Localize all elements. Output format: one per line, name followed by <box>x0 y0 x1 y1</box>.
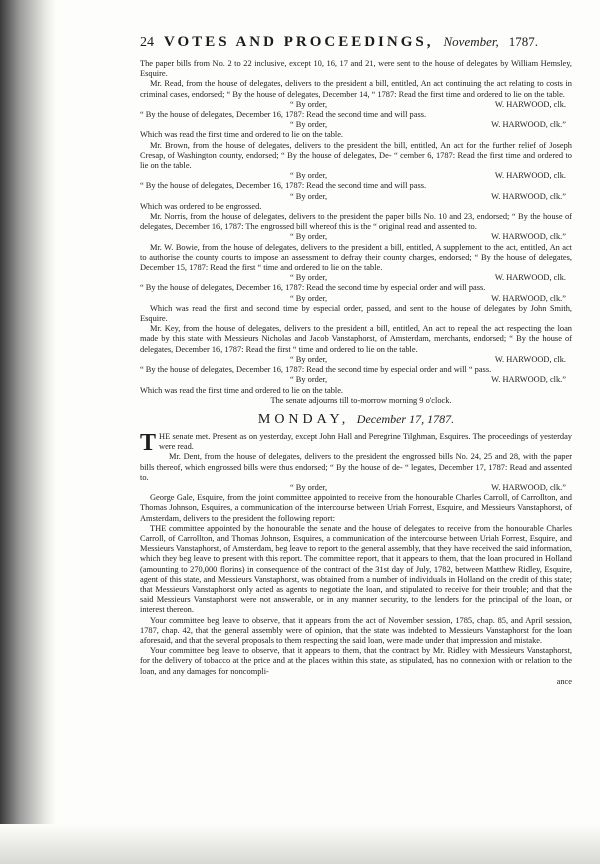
paragraph: The paper bills from No. 2 to 22 inclusive, except 10, 16, 17 and 21, were sent to the house of delegates by William Hemsley, Esquire. <box>140 59 572 79</box>
opening-text: HE senate met. Present as on yesterday, except John Hall and Peregrine Tilghman, Esquires. The proceedings of yesterday were read. <box>159 431 572 452</box>
paragraph: Which was read the first time and ordered to lie on the table. <box>140 385 344 395</box>
paragraph: George Gale, Esquire, from the joint committee appointed to receive from the honourable Charles Carroll, of Carrollton, and Thomas Johnson, Esquires, a communication of the intercourse between Uriah Forrest, Esquire, and Messieurs Vanstaphorst, of Amsterdam, delivers to the president the following report: <box>140 493 572 523</box>
order-line <box>140 192 572 202</box>
by-order-text: “ By order, <box>290 232 328 242</box>
by-order-text: “ By order, <box>290 120 328 130</box>
day-heading <box>140 412 572 428</box>
order-line <box>140 375 572 385</box>
clerk-signature: W. HARWOOD, clk. <box>494 273 566 283</box>
order-line <box>140 171 572 181</box>
proceedings-top <box>140 59 572 406</box>
clerk-signature: W. HARWOOD, clk.” <box>491 482 566 492</box>
page-content <box>140 34 572 686</box>
order-line <box>140 294 572 304</box>
order-line <box>140 232 572 242</box>
header-year: 1787. <box>508 34 538 49</box>
clerk-signature: W. HARWOOD, clk.” <box>491 375 566 385</box>
by-order-text: “ By order, <box>290 482 328 492</box>
binding-shadow <box>0 0 56 864</box>
order-line <box>140 273 572 283</box>
by-order-text: “ By order, <box>290 354 328 364</box>
paragraph: “ By the house of delegates, December 16, 1787: Read the second time by especial order and will “ pass. <box>140 365 492 375</box>
page-number: 24 <box>140 35 154 50</box>
paragraph: THE committee appointed by the honourable the senate and the house of delegates to receive from the honourable Charles Carroll, of Carrollton, and Thomas Johnson, Esquires, a communication of the intercourse between Uriah Forrest, Esquire, and Messieurs Vanstaphorst, of Amsterdam, beg leave to report to the general assembly, that they have received the said information, which they beg leave to present with this report. The committee report, that it appears to them, that the loan procured in Holland (amounting to 270,000 florins) in consequence of the contract of the 31st day of July, 1782, between Matthew Ridley, Esquire, agent of this state, and Messieurs Vanstaphorst, was obtained from a number of individuals in Holland on the credit of this state; that Messieurs Vanstaphorst only acted as agents to negotiate the loan, and stipulated to receive for their trouble; and that the said Messieurs Vanstaphorst were not answerable, or in any manner security, to the lenders for the principal of the loan, or interest thereon. <box>140 523 572 615</box>
opening-paragraph <box>140 429 572 456</box>
paragraph: Mr. Brown, from the house of delegates, delivers to the president the bill, entitled, An act for the further relief of Joseph Cresap, of Washington county, endorsed; “ By the house of delegates, De- “ cember 6, 1787: Read the first time and ordered to lie on the table. <box>140 140 572 171</box>
paragraph: “ By the house of delegates, December 16, 1787: Read the second time and will pass. <box>140 110 427 120</box>
by-order-text: “ By order, <box>290 375 328 385</box>
bottom-shadow <box>0 824 600 864</box>
catchword: ance <box>556 676 572 686</box>
clerk-signature: W. HARWOOD, clk. <box>494 354 566 364</box>
clerk-signature: W. HARWOOD, clk.” <box>491 293 566 303</box>
header-month: November, <box>443 34 499 49</box>
by-order-text: “ By order, <box>290 99 328 109</box>
by-order-text: “ By order, <box>290 191 328 201</box>
order-line <box>140 100 572 110</box>
by-order-text: “ By order, <box>290 293 328 303</box>
clerk-signature: W. HARWOOD, clk. <box>494 99 566 109</box>
proceedings-bottom <box>140 452 572 676</box>
paragraph: Mr. Read, from the house of delegates, delivers to the president a bill, entitled, An act continuing the act relating to costs in criminal cases, endorsed; “ By the house of delegates, December 14, “ 1787: Read the first time and ordered to lie on the table. <box>140 79 572 99</box>
day-name: MONDAY, <box>257 411 350 427</box>
drop-cap: T <box>140 429 157 456</box>
paragraph: Mr. Key, from the house of delegates, delivers to the president a bill, entitled, An act to repeal the act respecting the loan made by this state with Messieurs Nicholas and Jacob Vanstaphorst, of Amsterdam, merchants, endorsed; “ By the house of delegates, December 16, 1787: Read the first “ time and ordered to lie on the table. <box>140 324 572 354</box>
paragraph: “ By the house of delegates, December 16, 1787: Read the second time by especial order and will pass. <box>140 283 486 293</box>
clerk-signature: W. HARWOOD, clk. <box>494 171 566 181</box>
adjournment-line: The senate adjourns till to-morrow morning 9 o'clock. <box>270 395 452 405</box>
paragraph: Which was ordered to be engrossed. <box>140 201 262 211</box>
paragraph: Mr. W. Bowie, from the house of delegates, delivers to the president a bill, entitled, A supplement to the act, entitled, An act to authorise the county courts to impose an assessment to defray their county charges, endorsed; “ By the house of delegates, December 15, 1787: Read the first “ time and ordered to lie on the table. <box>140 242 572 273</box>
paragraph: Mr. Norris, from the house of delegates, delivers to the president the paper bills No. 10 and 23, endorsed; “ By the house of delegates, December 16, 1787: The engrossed bill whereof this is the “ original read and assented to. <box>140 212 572 232</box>
clerk-signature: W. HARWOOD, clk.” <box>491 232 566 242</box>
day-date: December 17, 1787. <box>356 411 455 426</box>
order-line <box>140 120 572 130</box>
paragraph: “ By the house of delegates, December 16, 1787: Read the second time and will pass. <box>140 181 427 191</box>
running-header <box>140 34 572 51</box>
paragraph: Your committee beg leave to observe, that it appears from the act of November session, 1785, chap. 85, and April session, 1787, chap. 42, that the general assembly were of opinion, that the state was indebted to Messieurs Vanstaphorst for the loan aforesaid, and that the several proposals to them respecting the said loan, were made under that impression and mistake. <box>140 615 572 645</box>
clerk-signature: W. HARWOOD, clk.” <box>491 120 566 130</box>
order-line <box>140 483 572 493</box>
running-title: VOTES AND PROCEEDINGS, <box>164 34 434 50</box>
paragraph: Which was read the first time and ordered to lie on the table. <box>140 130 344 140</box>
by-order-text: “ By order, <box>290 171 328 181</box>
order-line <box>140 355 572 365</box>
paragraph: Mr. Dent, from the house of delegates, delivers to the president the engrossed bills No. 24, 25 and 28, with the paper bills thereof, which engrossed bills were thus endorsed; “ By the house of de- “ legates, December 17, 1787: Read and assented to. <box>140 452 572 482</box>
paragraph: Which was read the first and second time by especial order, passed, and sent to the house of delegates by John Smith, Esquire. <box>140 303 572 324</box>
paragraph: Your committee beg leave to observe, that it appears to them, that the contract by Mr. Ridley with Messieurs Vanstaphorst, for the delivery of tobacco at the price and at the places within this state, as stipulated, has no connexion with or relation to the loan, and any damages for noncompli- <box>140 646 572 676</box>
by-order-text: “ By order, <box>290 273 328 283</box>
clerk-signature: W. HARWOOD, clk.” <box>491 191 566 201</box>
